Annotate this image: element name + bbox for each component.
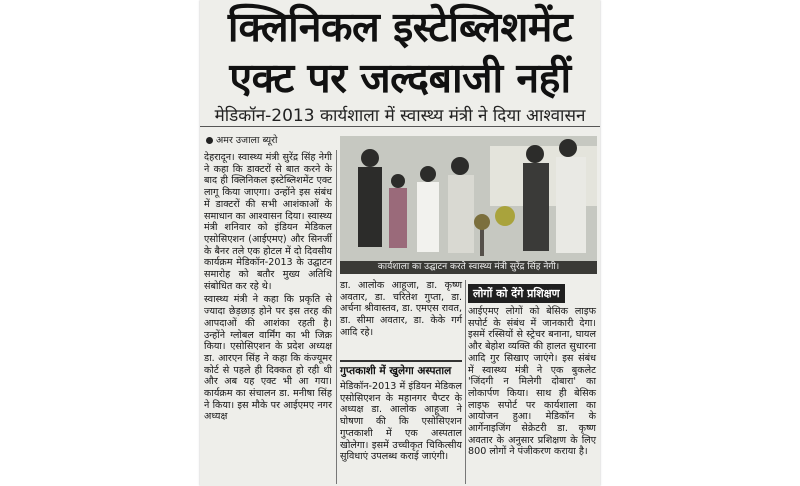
photo-caption: कार्यशाला का उद्घाटन करते स्वास्थ्य मंत्री सुरेंद्र सिंह नेगी। xyxy=(340,261,597,274)
byline-text: अमर उजाला ब्यूरो xyxy=(216,135,278,146)
middle-paragraph: डा. आलोक आहूजा, डा. कृष्ण अवतार, डा. चरितेश गुप्ता, डा. अर्चना श्रीवास्तव, डा. एमएस रावत, डा. सीमा अवतार, डा. केके गर्ग आदि रहे। xyxy=(340,280,462,338)
middle-subheading: गुप्तकाशी में खुलेगा अस्पताल xyxy=(340,360,462,378)
right-box xyxy=(468,282,596,458)
bullet-icon xyxy=(206,137,213,144)
left-paragraph-1: देहरादून। स्वास्थ्य मंत्री सुरेंद्र सिंह नेगी ने कहा कि डाक्टरों से बात करने के बाद ही क्लिनिकल इस्टेब्लिशमेंट एक्ट लागू किया जाएगा। उन्होंने इस संबंध में डाक्टरों की सभी आशंकाओं के समाधान का आश्वासन दिया। स्वास्थ्य मंत्री शनिवार को इंडियन मेडिकल एसोसिएशन (आईएमए) और सिनर्जी के बैनर तले एक होटल में दो दिवसीय कार्यक्रम मेडिकॉन-2013 के उद्घाटन समारोह को बतौर मुख्य अतिथि संबोधित कर रहे थे। xyxy=(204,152,332,292)
right-box-text: आईएमए लोगों को बेसिक लाइफ सपोर्ट के संबंध में जानकारी देगा। इसमें रस्सियों से स्ट्रेचर बनाना, घायल और बेहोश व्यक्ति की हालत सुधारना आदि गुर सिखाए जाएंगे। इस संबंध में स्वास्थ्य मंत्री ने एक बुकलेट 'जिंदगी न मिलेगी दोबारा' का लोकार्पण किया। साथ ही बेसिक लाइफ सपोर्ट पर कार्यशाला का आयोजन हुआ। मेडिकॉन के आर्गेनाइजिंग सेक्रेटरी डा. कृष्ण अवतार के अनुसार प्रशिक्षण के लिए 800 लोगों ने पंजीकरण कराया है। xyxy=(468,306,596,458)
news-photo xyxy=(340,136,597,274)
middle-column xyxy=(340,280,462,339)
headline-line-2: एक्ट पर जल्दबाजी नहीं xyxy=(229,54,571,102)
subheadline: मेडिकॉन-2013 कार्यशाला में स्वास्थ्य मंत्री ने दिया आश्वासन xyxy=(214,106,586,126)
column-divider xyxy=(336,150,337,484)
byline xyxy=(206,133,278,146)
newspaper-clipping xyxy=(200,0,600,486)
left-column xyxy=(204,152,332,425)
headline-line-1: क्लिनिकल इस्टेब्लिशमेंट xyxy=(227,3,573,51)
middle-column-bottom xyxy=(340,381,462,463)
middle-paragraph-2: मेडिकॉन-2013 में इंडियन मेडिकल एसोसिएशन के महानगर चैप्टर के अध्यक्ष डा. आलोक आहूजा ने घोषणा की कि एसोसिएशन गुप्तकाशी में एक अस्पताल खोलेगा। इसमें उच्चीकृत चिकित्सीय सुविधाएं उपलब्ध कराई जाएंगी। xyxy=(340,381,462,463)
column-divider xyxy=(465,280,466,484)
divider xyxy=(200,126,600,127)
photo-illustration xyxy=(340,136,597,261)
left-paragraph-2: स्वास्थ्य मंत्री ने कहा कि प्रकृति से ज्यादा छेड़छाड़ होने पर इस तरह की आपदाओं की आशंका रहती है। उन्होंने ग्लोबल वार्मिंग का भी जिक्र किया। एसोसिएशन के प्रदेश अध्यक्ष डा. आरएन सिंह ने कहा कि कंज्यूमर कोर्ट से पहले ही दिक्कत हो रही थी और अब यह एक्ट भी आ गया। कार्यक्रम का संचालन डा. मनीषा सिंह ने किया। इस मौके पर आईएमए नगर अध्यक्ष xyxy=(204,294,332,423)
right-box-heading: लोगों को देंगे प्रशिक्षण xyxy=(468,284,565,303)
